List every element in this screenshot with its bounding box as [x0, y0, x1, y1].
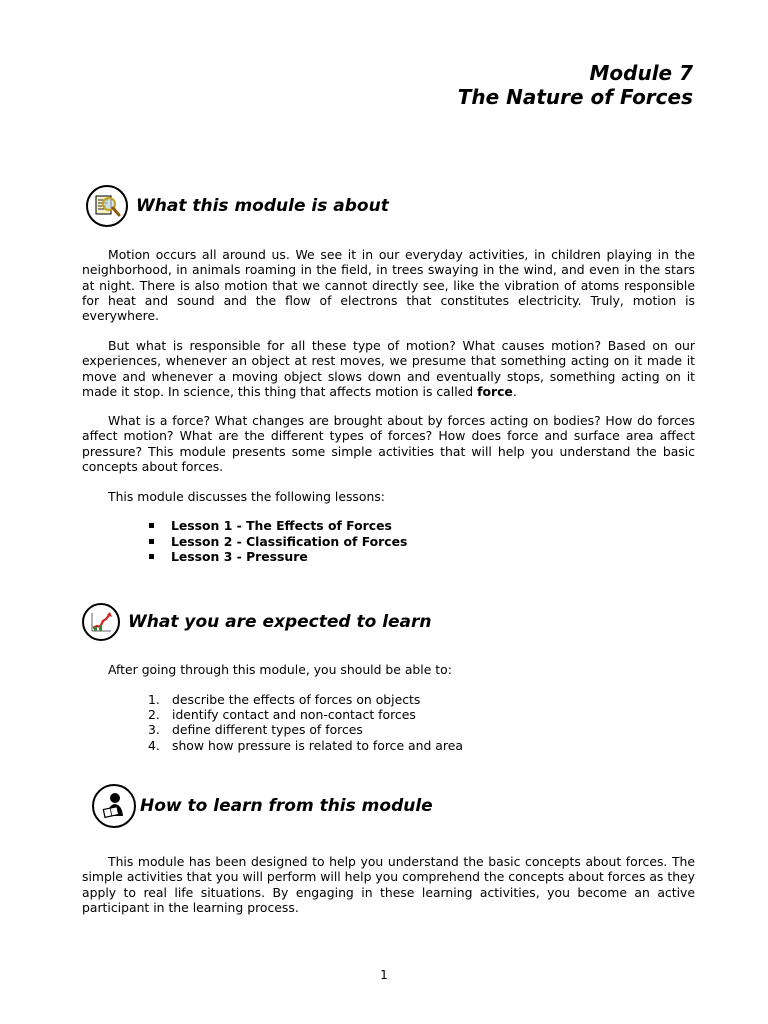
howto-paragraph: This module has been designed to help you understand the basic concepts about forces. The simple activities that you will perform will help you comprehend the concepts about forces as they apply to real life situations. By engaging in these learning activities, you become an active participant in the learning process. [82, 854, 695, 915]
objective-text: describe the effects of forces on objects [172, 692, 421, 707]
lessons-intro: This module discusses the following lessons: [108, 489, 385, 504]
objectives-intro: After going through this module, you should be able to: [108, 662, 452, 677]
section-expected-title: What you are expected to learn [128, 612, 432, 632]
list-item [145, 518, 407, 534]
rising-graph-icon [82, 603, 120, 641]
list-item [145, 549, 407, 565]
module-number: Module 7 [589, 61, 693, 85]
list-item [148, 738, 463, 753]
magnifier-document-icon [86, 185, 128, 227]
bullet-icon [149, 539, 154, 544]
objective-text: identify contact and non-contact forces [172, 707, 416, 723]
section-howto-header [92, 786, 433, 826]
objective-number: 3. [148, 722, 160, 738]
module-title: The Nature of Forces [457, 85, 693, 109]
section-howto-title: How to learn from this module [140, 796, 433, 816]
about-paragraph-3: What is a force? What changes are brought about by forces acting on bodies? How do forces affect motion? What are the different types of forces? How does force and surface area affect pressure? This module presents some simple activities that will help you understand the basic concepts about forces. [82, 413, 695, 474]
lesson-label: Lesson 2 - Classification of Forces [171, 533, 408, 549]
force-term: force [477, 383, 513, 399]
reading-person-icon [92, 784, 136, 828]
lesson-label: Lesson 3 - Pressure [171, 549, 308, 564]
section-expected-header [82, 602, 432, 642]
list-item [148, 692, 463, 707]
about-paragraph-2 [82, 338, 695, 399]
list-item [148, 707, 463, 722]
objective-text: show how pressure is related to force and area [172, 737, 463, 753]
list-item [148, 722, 463, 737]
about-paragraph-2-text: But what is responsible for all these type of motion? What causes motion? Based on our experiences, whenever an object at rest moves, we presume that something acting on it made it move and whenever a moving object slows down and eventually stops, something acting on it made it stop. In science, this thing that affects motion is called [82, 338, 695, 399]
objective-number: 4. [148, 737, 160, 753]
objective-text: define different types of forces [172, 722, 363, 738]
bullet-icon [149, 554, 154, 559]
section-about-title: What this module is about [136, 196, 389, 216]
about-paragraph-1: Motion occurs all around us. We see it in our everyday activities, in children playing in the neighborhood, in animals roaming in the field, in trees swaying in the wind, and even in the stars at night. There is also motion that we cannot directly see, like the vibration of atoms responsible for heat and sound and the flow of electrons that constitutes electricity. Truly, motion is everywhere. [82, 247, 695, 324]
list-item [145, 534, 407, 550]
page-number: 1 [380, 968, 388, 982]
objectives-list [148, 692, 463, 753]
section-about-header [86, 186, 389, 226]
lessons-list [145, 518, 407, 565]
objective-number: 1. [148, 692, 160, 707]
bullet-icon [149, 523, 154, 528]
lesson-label: Lesson 1 - The Effects of Forces [171, 518, 392, 533]
objective-number: 2. [148, 707, 160, 723]
force-term-period: . [512, 383, 517, 399]
